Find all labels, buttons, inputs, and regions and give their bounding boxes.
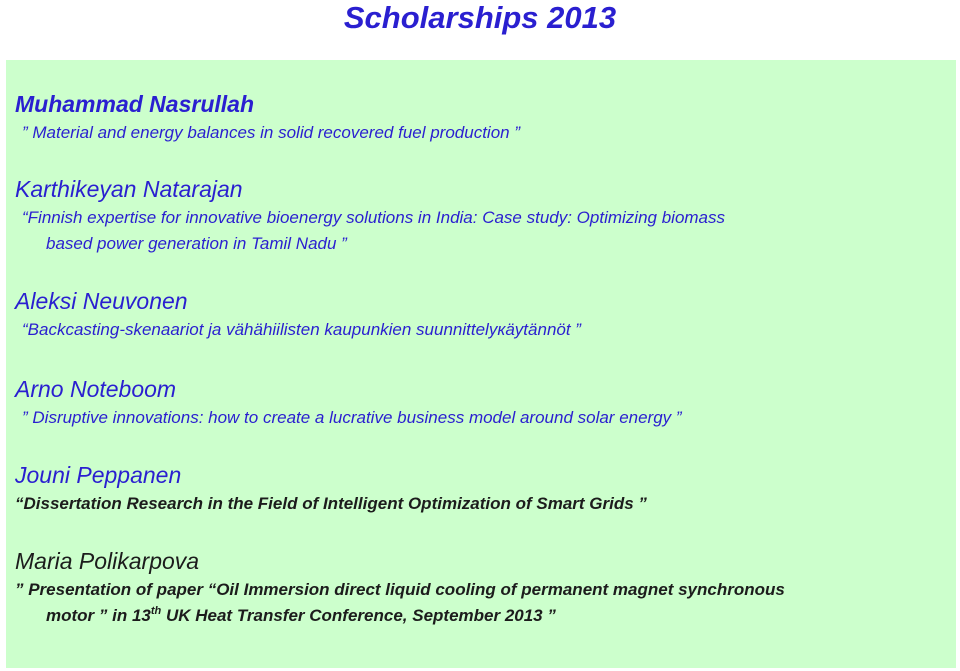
- thesis-title-line: ” Material and energy balances in solid recovered fuel production ”: [22, 123, 520, 142]
- scholarship-entry: [15, 461, 945, 517]
- recipient-name: Karthikeyan Natarajan: [15, 176, 243, 202]
- ordinal-suffix: th: [150, 605, 162, 617]
- scholarship-entry: [15, 375, 945, 431]
- page-title: Scholarships 2013: [343, 0, 617, 35]
- thesis-title-line: ” Disruptive innovations: how to create a lucrative business model around solar energy ”: [22, 408, 682, 427]
- thesis-title-segment: motor ” in 13: [46, 606, 151, 625]
- thesis-title-line: based power generation in Tamil Nadu ”: [46, 234, 347, 253]
- thesis-title: [15, 205, 945, 257]
- recipient-name: Aleksi Neuvonen: [15, 288, 188, 314]
- recipient-name: Maria Polikarpova: [15, 548, 200, 574]
- thesis-title: [15, 120, 945, 146]
- recipient-name: Jouni Peppanen: [15, 462, 182, 488]
- thesis-title-line: “Finnish expertise for innovative bioenergy solutions in India: Case study: Optimizing biomass: [22, 208, 726, 227]
- thesis-title: [15, 577, 945, 629]
- thesis-title: [15, 491, 945, 517]
- thesis-title: [15, 405, 945, 431]
- scholarship-entry: [15, 547, 945, 629]
- thesis-title: [15, 317, 945, 343]
- thesis-title-line: “Dissertation Research in the Field of Intelligent Optimization of Smart Grids ”: [15, 494, 647, 513]
- thesis-title-line: [15, 603, 945, 629]
- scholarship-entry: [15, 287, 945, 343]
- thesis-title-line: “Backcasting-skenaariot ja vähähiilisten kaupunkien suunnittelукäytännöt ”: [22, 320, 581, 339]
- recipient-name: Muhammad Nasrullah: [15, 91, 254, 117]
- thesis-title-segment: UK Heat Transfer Conference, September 2013 ”: [161, 606, 556, 625]
- recipient-name: Arno Noteboom: [15, 376, 177, 402]
- scholarships-panel: [6, 60, 956, 668]
- scholarship-entry: [15, 90, 945, 146]
- thesis-title-line: ” Presentation of paper “Oil Immersion direct liquid cooling of permanent magnet synchronous: [15, 580, 785, 599]
- scholarship-entry: [15, 175, 945, 257]
